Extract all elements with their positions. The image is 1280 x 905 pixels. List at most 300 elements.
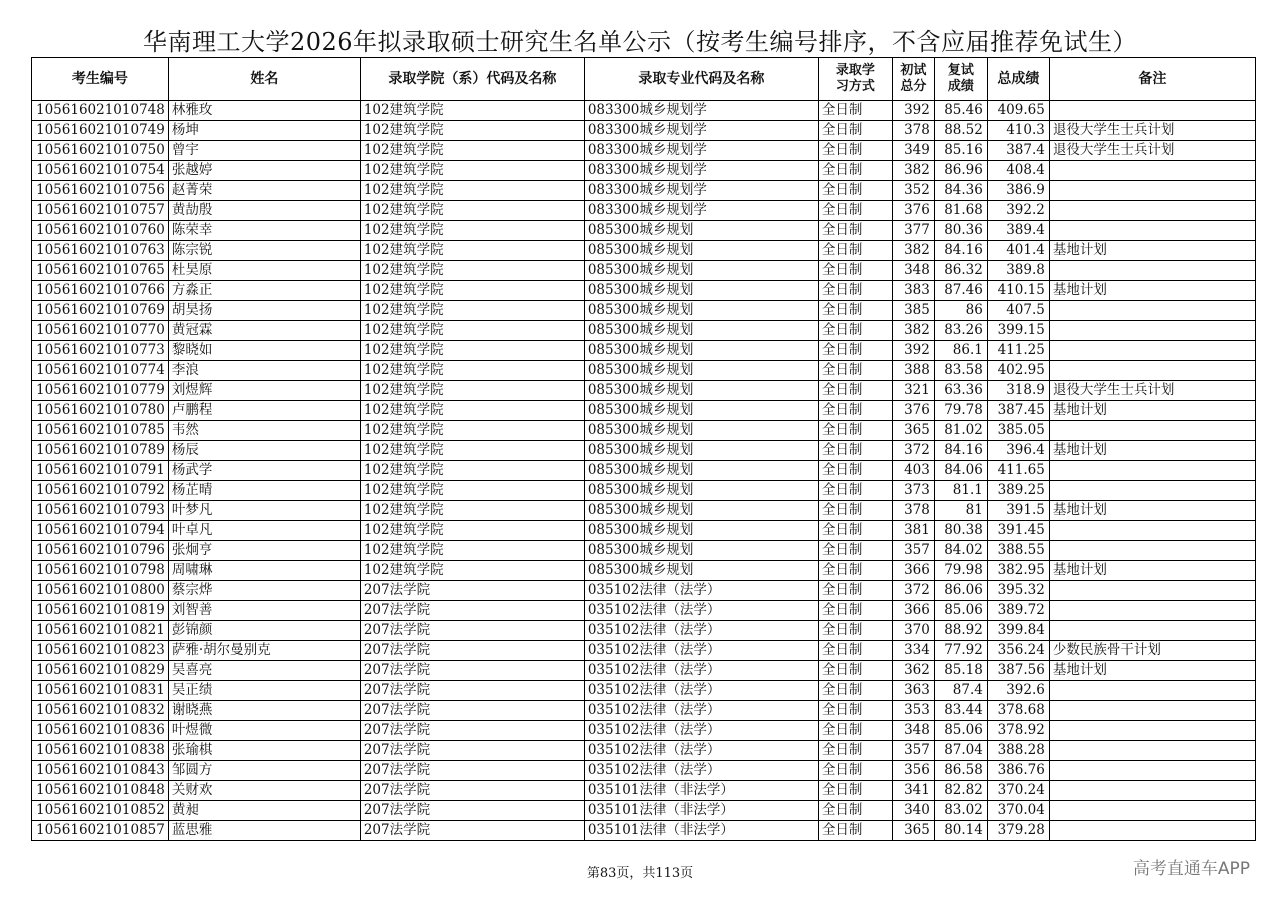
- cell-college: 102建筑学院: [360, 501, 584, 521]
- cell-id: 105616021010749: [32, 121, 169, 141]
- table-row: [32, 621, 1256, 641]
- cell-college: 102建筑学院: [360, 361, 584, 381]
- cell-name: 杨芷晴: [168, 481, 360, 501]
- table-row: [32, 181, 1256, 201]
- cell-college: 102建筑学院: [360, 281, 584, 301]
- table-body: [32, 101, 1256, 841]
- cell-college: 102建筑学院: [360, 241, 584, 261]
- cell-id: 105616021010821: [32, 621, 169, 641]
- cell-note: [1049, 221, 1255, 241]
- table-row: [32, 661, 1256, 681]
- cell-retest: 86: [934, 301, 987, 321]
- cell-total: 392.6: [987, 681, 1049, 701]
- cell-id: 105616021010789: [32, 441, 169, 461]
- cell-college: 102建筑学院: [360, 421, 584, 441]
- table-row: [32, 261, 1256, 281]
- cell-note: 退役大学生士兵计划: [1049, 141, 1255, 161]
- cell-mode: 全日制: [818, 461, 892, 481]
- cell-college: 102建筑学院: [360, 141, 584, 161]
- cell-note: [1049, 801, 1255, 821]
- cell-id: 105616021010794: [32, 521, 169, 541]
- cell-mode: 全日制: [818, 401, 892, 421]
- cell-major: 085300城乡规划: [584, 321, 818, 341]
- cell-college: 207法学院: [360, 721, 584, 741]
- cell-name: 刘煜辉: [168, 381, 360, 401]
- header-mode-line2: 习方式: [835, 79, 875, 94]
- cell-retest: 84.16: [934, 241, 987, 261]
- cell-college: 102建筑学院: [360, 181, 584, 201]
- cell-retest: 85.06: [934, 601, 987, 621]
- cell-name: 林雅玫: [168, 101, 360, 121]
- cell-id: 105616021010773: [32, 341, 169, 361]
- cell-college: 207法学院: [360, 641, 584, 661]
- table-row: [32, 121, 1256, 141]
- cell-retest: 85.16: [934, 141, 987, 161]
- cell-total: 396.4: [987, 441, 1049, 461]
- cell-id: 105616021010832: [32, 701, 169, 721]
- cell-id: 105616021010763: [32, 241, 169, 261]
- cell-first: 382: [892, 321, 934, 341]
- cell-note: [1049, 481, 1255, 501]
- cell-note: 基地计划: [1049, 241, 1255, 261]
- cell-mode: 全日制: [818, 561, 892, 581]
- cell-note: [1049, 361, 1255, 381]
- cell-mode: 全日制: [818, 721, 892, 741]
- cell-mode: 全日制: [818, 681, 892, 701]
- cell-name: 方淼正: [168, 281, 360, 301]
- cell-name: 周啸琳: [168, 561, 360, 581]
- cell-id: 105616021010756: [32, 181, 169, 201]
- cell-retest: 86.32: [934, 261, 987, 281]
- table-row: [32, 441, 1256, 461]
- cell-retest: 87.4: [934, 681, 987, 701]
- cell-college: 207法学院: [360, 661, 584, 681]
- cell-major: 085300城乡规划: [584, 541, 818, 561]
- cell-total: 389.8: [987, 261, 1049, 281]
- cell-id: 105616021010793: [32, 501, 169, 521]
- cell-total: 391.45: [987, 521, 1049, 541]
- header-college: 录取学院（系）代码及名称: [360, 58, 584, 101]
- cell-first: 365: [892, 821, 934, 841]
- cell-total: 411.65: [987, 461, 1049, 481]
- table-row: [32, 521, 1256, 541]
- cell-college: 207法学院: [360, 621, 584, 641]
- cell-name: 谢晓燕: [168, 701, 360, 721]
- cell-retest: 84.06: [934, 461, 987, 481]
- header-major: 录取专业代码及名称: [584, 58, 818, 101]
- cell-id: 105616021010857: [32, 821, 169, 841]
- cell-retest: 83.26: [934, 321, 987, 341]
- cell-major: 085300城乡规划: [584, 221, 818, 241]
- table-row: [32, 641, 1256, 661]
- cell-note: [1049, 181, 1255, 201]
- cell-note: [1049, 541, 1255, 561]
- cell-total: 409.65: [987, 101, 1049, 121]
- cell-college: 102建筑学院: [360, 321, 584, 341]
- cell-note: 基地计划: [1049, 661, 1255, 681]
- cell-retest: 79.78: [934, 401, 987, 421]
- cell-mode: 全日制: [818, 281, 892, 301]
- cell-first: 370: [892, 621, 934, 641]
- cell-note: [1049, 821, 1255, 841]
- watermark: 高考直通车APP: [1132, 859, 1250, 879]
- cell-note: 少数民族骨干计划: [1049, 641, 1255, 661]
- cell-retest: 84.16: [934, 441, 987, 461]
- table-row: [32, 301, 1256, 321]
- cell-id: 105616021010823: [32, 641, 169, 661]
- cell-id: 105616021010750: [32, 141, 169, 161]
- cell-retest: 63.36: [934, 381, 987, 401]
- cell-retest: 81.68: [934, 201, 987, 221]
- cell-major: 035102法律（法学）: [584, 621, 818, 641]
- cell-mode: 全日制: [818, 341, 892, 361]
- table-row: [32, 421, 1256, 441]
- cell-name: 叶梦凡: [168, 501, 360, 521]
- cell-major: 083300城乡规划学: [584, 181, 818, 201]
- table-row: [32, 201, 1256, 221]
- cell-note: [1049, 721, 1255, 741]
- cell-first: 357: [892, 741, 934, 761]
- header-mode: [818, 58, 892, 101]
- cell-total: 389.4: [987, 221, 1049, 241]
- cell-note: [1049, 781, 1255, 801]
- cell-college: 207法学院: [360, 761, 584, 781]
- cell-mode: 全日制: [818, 761, 892, 781]
- cell-id: 105616021010829: [32, 661, 169, 681]
- cell-name: 李浪: [168, 361, 360, 381]
- table-row: [32, 481, 1256, 501]
- cell-college: 207法学院: [360, 681, 584, 701]
- table-row: [32, 501, 1256, 521]
- cell-retest: 86.96: [934, 161, 987, 181]
- cell-retest: 77.92: [934, 641, 987, 661]
- cell-retest: 85.46: [934, 101, 987, 121]
- cell-note: [1049, 581, 1255, 601]
- cell-first: 392: [892, 341, 934, 361]
- cell-college: 102建筑学院: [360, 221, 584, 241]
- cell-total: 410.15: [987, 281, 1049, 301]
- cell-name: 邹圆方: [168, 761, 360, 781]
- cell-note: [1049, 261, 1255, 281]
- cell-retest: 85.06: [934, 721, 987, 741]
- cell-retest: 86.1: [934, 341, 987, 361]
- cell-mode: 全日制: [818, 101, 892, 121]
- cell-id: 105616021010760: [32, 221, 169, 241]
- cell-id: 105616021010796: [32, 541, 169, 561]
- cell-retest: 82.82: [934, 781, 987, 801]
- table-row: [32, 381, 1256, 401]
- cell-total: 370.24: [987, 781, 1049, 801]
- cell-major: 035101法律（非法学）: [584, 781, 818, 801]
- table-row: [32, 281, 1256, 301]
- cell-id: 105616021010770: [32, 321, 169, 341]
- cell-first: 348: [892, 261, 934, 281]
- cell-name: 吴喜亮: [168, 661, 360, 681]
- cell-id: 105616021010769: [32, 301, 169, 321]
- cell-major: 083300城乡规划学: [584, 161, 818, 181]
- cell-mode: 全日制: [818, 261, 892, 281]
- table-row: [32, 321, 1256, 341]
- cell-total: 389.25: [987, 481, 1049, 501]
- cell-note: [1049, 421, 1255, 441]
- cell-name: 关财欢: [168, 781, 360, 801]
- header-id: 考生编号: [32, 58, 169, 101]
- cell-first: 376: [892, 201, 934, 221]
- table-row: [32, 681, 1256, 701]
- cell-college: 102建筑学院: [360, 101, 584, 121]
- cell-retest: 80.38: [934, 521, 987, 541]
- cell-college: 102建筑学院: [360, 161, 584, 181]
- cell-major: 085300城乡规划: [584, 521, 818, 541]
- cell-major: 085300城乡规划: [584, 381, 818, 401]
- cell-name: 黄冠霖: [168, 321, 360, 341]
- table-row: [32, 161, 1256, 181]
- cell-total: 356.24: [987, 641, 1049, 661]
- cell-college: 207法学院: [360, 701, 584, 721]
- cell-id: 105616021010766: [32, 281, 169, 301]
- cell-total: 389.72: [987, 601, 1049, 621]
- cell-first: 348: [892, 721, 934, 741]
- cell-name: 杨坤: [168, 121, 360, 141]
- cell-total: 379.28: [987, 821, 1049, 841]
- cell-first: 372: [892, 441, 934, 461]
- cell-name: 杨武学: [168, 461, 360, 481]
- cell-mode: 全日制: [818, 521, 892, 541]
- cell-mode: 全日制: [818, 661, 892, 681]
- table-row: [32, 341, 1256, 361]
- cell-name: 陈荣幸: [168, 221, 360, 241]
- cell-first: 353: [892, 701, 934, 721]
- cell-total: 395.32: [987, 581, 1049, 601]
- cell-major: 035102法律（法学）: [584, 761, 818, 781]
- cell-retest: 81.1: [934, 481, 987, 501]
- cell-mode: 全日制: [818, 701, 892, 721]
- cell-note: [1049, 461, 1255, 481]
- cell-retest: 83.44: [934, 701, 987, 721]
- cell-total: 385.05: [987, 421, 1049, 441]
- cell-id: 105616021010792: [32, 481, 169, 501]
- cell-name: 彭锦颜: [168, 621, 360, 641]
- cell-first: 362: [892, 661, 934, 681]
- cell-retest: 81: [934, 501, 987, 521]
- cell-note: 基地计划: [1049, 561, 1255, 581]
- cell-mode: 全日制: [818, 741, 892, 761]
- cell-first: 381: [892, 521, 934, 541]
- cell-first: 385: [892, 301, 934, 321]
- cell-college: 102建筑学院: [360, 561, 584, 581]
- cell-retest: 79.98: [934, 561, 987, 581]
- cell-total: 410.3: [987, 121, 1049, 141]
- header-first-line2: 总分: [900, 79, 927, 94]
- cell-retest: 83.58: [934, 361, 987, 381]
- cell-major: 035102法律（法学）: [584, 741, 818, 761]
- cell-college: 207法学院: [360, 781, 584, 801]
- cell-college: 207法学院: [360, 821, 584, 841]
- cell-name: 黄昶: [168, 801, 360, 821]
- cell-major: 085300城乡规划: [584, 481, 818, 501]
- cell-total: 392.2: [987, 201, 1049, 221]
- cell-mode: 全日制: [818, 481, 892, 501]
- cell-college: 102建筑学院: [360, 541, 584, 561]
- cell-id: 105616021010785: [32, 421, 169, 441]
- cell-retest: 88.52: [934, 121, 987, 141]
- table-row: [32, 601, 1256, 621]
- cell-total: 402.95: [987, 361, 1049, 381]
- cell-note: [1049, 341, 1255, 361]
- table-row: [32, 761, 1256, 781]
- cell-major: 035102法律（法学）: [584, 701, 818, 721]
- table-row: [32, 821, 1256, 841]
- cell-first: 357: [892, 541, 934, 561]
- cell-mode: 全日制: [818, 621, 892, 641]
- cell-first: 382: [892, 161, 934, 181]
- cell-id: 105616021010848: [32, 781, 169, 801]
- cell-major: 085300城乡规划: [584, 301, 818, 321]
- cell-first: 378: [892, 501, 934, 521]
- cell-id: 105616021010800: [32, 581, 169, 601]
- cell-college: 102建筑学院: [360, 201, 584, 221]
- cell-mode: 全日制: [818, 541, 892, 561]
- table-row: [32, 141, 1256, 161]
- cell-retest: 83.02: [934, 801, 987, 821]
- table-row: [32, 801, 1256, 821]
- cell-retest: 87.04: [934, 741, 987, 761]
- cell-mode: 全日制: [818, 141, 892, 161]
- cell-name: 张瑜棋: [168, 741, 360, 761]
- cell-name: 吴正绩: [168, 681, 360, 701]
- cell-note: [1049, 101, 1255, 121]
- cell-total: 378.68: [987, 701, 1049, 721]
- cell-first: 377: [892, 221, 934, 241]
- cell-mode: 全日制: [818, 321, 892, 341]
- cell-mode: 全日制: [818, 601, 892, 621]
- cell-id: 105616021010836: [32, 721, 169, 741]
- cell-major: 085300城乡规划: [584, 241, 818, 261]
- header-first-line1: 初试: [900, 63, 927, 78]
- table-row: [32, 401, 1256, 421]
- cell-first: 366: [892, 601, 934, 621]
- cell-id: 105616021010774: [32, 361, 169, 381]
- cell-mode: 全日制: [818, 781, 892, 801]
- cell-name: 陈宗锐: [168, 241, 360, 261]
- header-retest-line1: 复试: [947, 63, 974, 78]
- cell-note: 基地计划: [1049, 501, 1255, 521]
- cell-name: 萨雅·胡尔曼别克: [168, 641, 360, 661]
- cell-major: 085300城乡规划: [584, 401, 818, 421]
- cell-retest: 86.06: [934, 581, 987, 601]
- cell-major: 085300城乡规划: [584, 421, 818, 441]
- cell-name: 叶卓凡: [168, 521, 360, 541]
- cell-first: 340: [892, 801, 934, 821]
- cell-mode: 全日制: [818, 221, 892, 241]
- cell-retest: 85.18: [934, 661, 987, 681]
- cell-name: 赵菁荣: [168, 181, 360, 201]
- cell-retest: 80.14: [934, 821, 987, 841]
- cell-retest: 80.36: [934, 221, 987, 241]
- cell-note: 退役大学生士兵计划: [1049, 121, 1255, 141]
- cell-note: [1049, 321, 1255, 341]
- cell-first: 356: [892, 761, 934, 781]
- cell-first: 321: [892, 381, 934, 401]
- cell-first: 378: [892, 121, 934, 141]
- cell-major: 035101法律（非法学）: [584, 801, 818, 821]
- table-row: [32, 721, 1256, 741]
- cell-mode: 全日制: [818, 581, 892, 601]
- cell-major: 035102法律（法学）: [584, 581, 818, 601]
- page-title: 华南理工大学2026年拟录取硕士研究生名单公示（按考生编号排序，不含应届推荐免试生）: [142, 28, 1138, 56]
- cell-total: 388.55: [987, 541, 1049, 561]
- table-header: [32, 58, 1256, 101]
- table-row: [32, 701, 1256, 721]
- cell-major: 085300城乡规划: [584, 441, 818, 461]
- cell-name: 曾宇: [168, 141, 360, 161]
- cell-retest: 87.46: [934, 281, 987, 301]
- cell-note: 基地计划: [1049, 441, 1255, 461]
- page-footer: 第83页，共113页: [586, 866, 694, 881]
- cell-first: 349: [892, 141, 934, 161]
- cell-major: 085300城乡规划: [584, 341, 818, 361]
- cell-college: 207法学院: [360, 601, 584, 621]
- cell-name: 刘智善: [168, 601, 360, 621]
- cell-mode: 全日制: [818, 821, 892, 841]
- admission-table: [31, 57, 1256, 841]
- cell-id: 105616021010852: [32, 801, 169, 821]
- cell-total: 388.28: [987, 741, 1049, 761]
- cell-major: 035102法律（法学）: [584, 681, 818, 701]
- cell-mode: 全日制: [818, 361, 892, 381]
- cell-note: 基地计划: [1049, 401, 1255, 421]
- cell-total: 401.4: [987, 241, 1049, 261]
- cell-first: 373: [892, 481, 934, 501]
- cell-college: 102建筑学院: [360, 381, 584, 401]
- table-row: [32, 581, 1256, 601]
- cell-major: 035101法律（非法学）: [584, 821, 818, 841]
- cell-college: 102建筑学院: [360, 261, 584, 281]
- cell-mode: 全日制: [818, 201, 892, 221]
- cell-major: 085300城乡规划: [584, 561, 818, 581]
- cell-note: [1049, 741, 1255, 761]
- table-row: [32, 741, 1256, 761]
- cell-total: 408.4: [987, 161, 1049, 181]
- header-retest: [934, 58, 987, 101]
- cell-major: 035102法律（法学）: [584, 721, 818, 741]
- cell-id: 105616021010819: [32, 601, 169, 621]
- table-row: [32, 361, 1256, 381]
- table-row: [32, 781, 1256, 801]
- cell-college: 102建筑学院: [360, 461, 584, 481]
- cell-id: 105616021010843: [32, 761, 169, 781]
- header-note: 备注: [1049, 58, 1255, 101]
- cell-college: 102建筑学院: [360, 301, 584, 321]
- cell-major: 083300城乡规划学: [584, 141, 818, 161]
- cell-name: 张越婷: [168, 161, 360, 181]
- cell-major: 085300城乡规划: [584, 461, 818, 481]
- table-row: [32, 541, 1256, 561]
- cell-college: 102建筑学院: [360, 521, 584, 541]
- cell-retest: 84.02: [934, 541, 987, 561]
- cell-note: [1049, 621, 1255, 641]
- cell-total: 318.9: [987, 381, 1049, 401]
- cell-note: [1049, 681, 1255, 701]
- cell-id: 105616021010765: [32, 261, 169, 281]
- cell-major: 035102法律（法学）: [584, 641, 818, 661]
- cell-college: 207法学院: [360, 741, 584, 761]
- header-total: 总成绩: [987, 58, 1049, 101]
- cell-note: [1049, 521, 1255, 541]
- cell-first: 363: [892, 681, 934, 701]
- cell-total: 411.25: [987, 341, 1049, 361]
- cell-id: 105616021010757: [32, 201, 169, 221]
